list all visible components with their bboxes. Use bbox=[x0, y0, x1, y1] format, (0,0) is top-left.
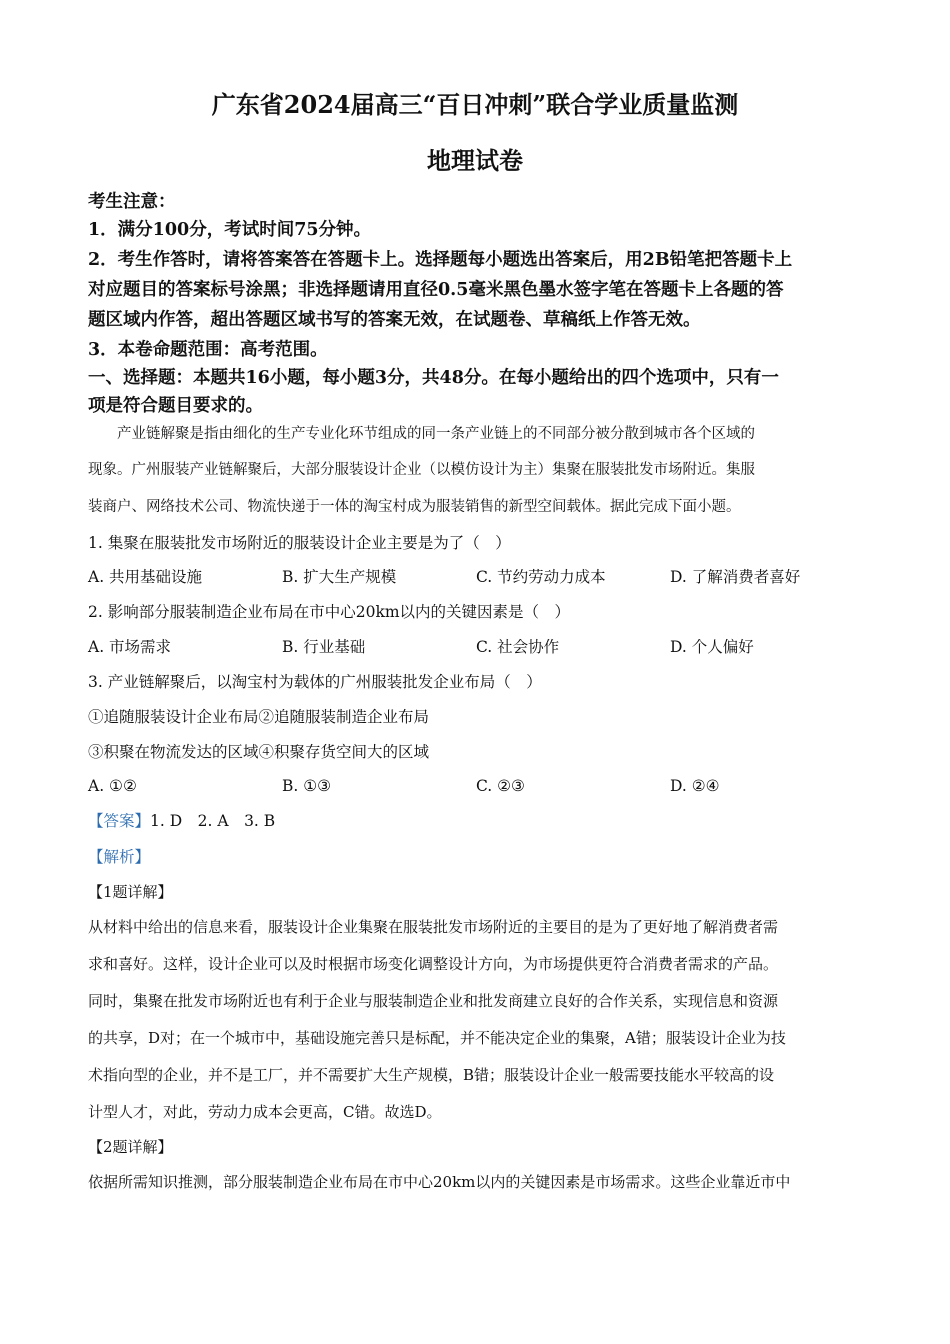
passage-line-2: 现象。广州服装产业链解聚后，大部分服装设计企业（以模仿设计为主）集聚在服装批发市场附近。集服 bbox=[88, 462, 755, 478]
question-3-option-b: B. ①③ bbox=[282, 777, 332, 795]
question-1-option-b: B. 扩大生产规模 bbox=[282, 568, 397, 586]
question-1-option-d: D. 了解消费者喜好 bbox=[670, 568, 801, 586]
question-2-option-d: D. 个人偏好 bbox=[670, 638, 754, 656]
answer-tag: 【答案】 bbox=[88, 812, 151, 830]
question-1-option-c: C. 节约劳动力成本 bbox=[476, 568, 606, 586]
passage-line-1: 产业链解聚是指由细化的生产专业化环节组成的同一条产业链上的不同部分被分散到城市各个区域的 bbox=[88, 426, 755, 442]
question-3-statement-1: ①追随服装设计企业布局②追随服装制造企业布局 bbox=[88, 708, 430, 726]
notice-item-3: 3．本卷命题范围：高考范围。 bbox=[88, 340, 328, 360]
question-2-stem: 2. 影响部分服装制造企业布局在市中心20km以内的关键因素是（ ） bbox=[88, 603, 571, 621]
analysis-tag: 【解析】 bbox=[88, 848, 151, 866]
answer-text: 1. D 2. A 3. B bbox=[150, 812, 276, 830]
question-2-option-a: A. 市场需求 bbox=[88, 638, 172, 656]
q1-detail-line-2: 求和喜好。这样，设计企业可以及时根据市场变化调整设计方向，为市场提供更符合消费者需求的产品。 bbox=[88, 955, 779, 973]
question-3-statement-2: ③积聚在物流发达的区域④积聚存货空间大的区域 bbox=[88, 743, 430, 761]
question-3-option-a: A. ①② bbox=[88, 777, 137, 795]
question-2-option-c: C. 社会协作 bbox=[476, 638, 560, 656]
q1-detail-heading: 【1题详解】 bbox=[88, 883, 173, 901]
question-2-option-b: B. 行业基础 bbox=[282, 638, 366, 656]
question-1-option-a: A. 共用基础设施 bbox=[88, 568, 203, 586]
q1-detail-line-5: 术指向型的企业，并不是工厂，并不需要扩大生产规模，B错；服装设计企业一般需要技能水平较高的设 bbox=[88, 1066, 775, 1084]
notice-item-1: 1．满分100分，考试时间75分钟。 bbox=[88, 220, 372, 240]
question-3-option-c: C. ②③ bbox=[476, 777, 525, 795]
q1-detail-line-6: 计型人才，对此，劳动力成本会更高，C错。故选D。 bbox=[88, 1103, 442, 1121]
q1-detail-line-3: 同时，集聚在批发市场附近也有利于企业与服装制造企业和批发商建立良好的合作关系，实现信息和资源 bbox=[88, 992, 779, 1010]
exam-title: 广东省2024届高三“百日冲刺”联合学业质量监测 bbox=[211, 90, 739, 119]
notice-heading: 考生注意： bbox=[88, 192, 176, 212]
notice-item-2-line-1: 2．考生作答时，请将答案答在答题卡上。选择题每小题选出答案后，用2B铅笔把答题卡上 bbox=[88, 250, 793, 270]
notice-item-2-line-3: 题区域内作答，超出答题区域书写的答案无效，在试题卷、草稿纸上作答无效。 bbox=[88, 310, 701, 330]
q1-detail-line-1: 从材料中给出的信息来看，服装设计企业集聚在服装批发市场附近的主要目的是为了更好地了解消费者需 bbox=[88, 918, 779, 936]
passage-line-3: 装商户、网络技术公司、物流快递于一体的淘宝村成为服装销售的新型空间载体。据此完成下面小题。 bbox=[88, 499, 741, 515]
section-heading-line-1: 一、选择题：本题共16小题，每小题3分，共48分。在每小题给出的四个选项中，只有一 bbox=[88, 368, 779, 388]
answer-line bbox=[88, 810, 868, 832]
question-3-stem: 3. 产业链解聚后，以淘宝村为载体的广州服装批发企业布局（ ） bbox=[88, 673, 542, 691]
notice-item-2-line-2: 对应题目的答案标号涂黑；非选择题请用直径0.5毫米黑色墨水签字笔在答题卡上各题的答 bbox=[88, 280, 784, 300]
section-heading-line-2: 项是符合题目要求的。 bbox=[88, 396, 263, 416]
analysis-line bbox=[88, 846, 868, 868]
exam-subtitle: 地理试卷 bbox=[427, 146, 523, 175]
q1-detail-line-4: 的共享，D对；在一个城市中，基础设施完善只是标配，并不能决定企业的集聚，A错；服装设计企业为技 bbox=[88, 1029, 786, 1047]
question-1-stem: 1. 集聚在服装批发市场附近的服装设计企业主要是为了（ ） bbox=[88, 534, 511, 552]
q2-detail-heading: 【2题详解】 bbox=[88, 1138, 173, 1156]
question-3-option-d: D. ②④ bbox=[670, 777, 720, 795]
q2-detail-line-1: 依据所需知识推测，部分服装制造企业布局在市中心20km以内的关键因素是市场需求。这些企业靠近市中 bbox=[88, 1173, 791, 1191]
